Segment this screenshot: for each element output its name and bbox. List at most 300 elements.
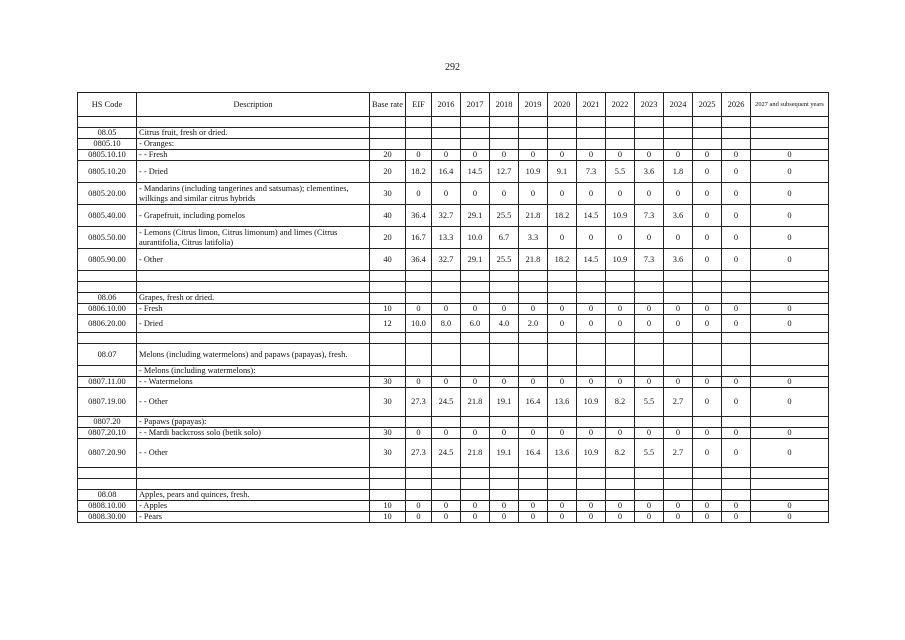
rate-cell (577, 293, 606, 304)
rate-cell (751, 333, 829, 344)
rate-cell (406, 139, 432, 150)
hs-code-cell: 0806.20.00 (78, 315, 137, 333)
rate-cell: 0 (664, 428, 693, 439)
description-cell: - Lemons (Citrus limon, Citrus limonum) and limes (Citrus aurantifolia, Citrus latifolia) (137, 227, 370, 249)
rate-cell: 0 (751, 388, 829, 417)
rate-cell: 0 (606, 315, 635, 333)
column-header: 2016 (432, 93, 461, 117)
rate-cell: 0 (606, 227, 635, 249)
rate-cell (577, 417, 606, 428)
rate-cell (722, 333, 751, 344)
rate-cell: 27.3 (406, 439, 432, 468)
rate-cell: 0 (722, 183, 751, 205)
rate-cell (461, 139, 490, 150)
rate-cell (577, 344, 606, 366)
rate-cell: 0 (751, 377, 829, 388)
rate-cell: 0 (490, 501, 519, 512)
rate-cell (519, 293, 548, 304)
rate-cell: 0 (606, 428, 635, 439)
rate-cell: 0 (693, 315, 722, 333)
rate-cell: 0 (635, 183, 664, 205)
column-header: 2027 and subsequent years (751, 93, 829, 117)
rate-cell (461, 468, 490, 479)
rate-cell: 0 (606, 512, 635, 523)
rate-cell: 0 (548, 512, 577, 523)
rate-cell: 2.7 (664, 388, 693, 417)
rate-cell: 0 (519, 512, 548, 523)
rate-cell: 0 (635, 428, 664, 439)
rate-cell: 0 (490, 304, 519, 315)
rate-cell: 10.9 (606, 205, 635, 227)
rate-cell: 0 (722, 205, 751, 227)
rate-cell (606, 468, 635, 479)
rate-cell (693, 490, 722, 501)
table-row (78, 512, 829, 523)
rate-cell: 0 (635, 304, 664, 315)
rate-cell: 3.6 (664, 205, 693, 227)
rate-cell (406, 366, 432, 377)
rate-cell: 0 (693, 249, 722, 271)
rate-cell (751, 293, 829, 304)
rate-cell: 7.3 (635, 205, 664, 227)
description-cell: - Fresh (137, 304, 370, 315)
rate-cell (461, 490, 490, 501)
rate-cell: 0 (635, 377, 664, 388)
rate-cell (693, 344, 722, 366)
rate-cell: 0 (548, 150, 577, 161)
rate-cell (693, 117, 722, 128)
table-row (78, 315, 829, 333)
hs-code-cell: 0805.20.00 (78, 183, 137, 205)
rate-cell: 0 (722, 388, 751, 417)
rate-cell: 0 (722, 304, 751, 315)
rate-cell: 13.6 (548, 439, 577, 468)
rate-cell (548, 333, 577, 344)
rate-cell: 0 (519, 377, 548, 388)
hs-code-cell (78, 366, 137, 377)
rate-cell (606, 490, 635, 501)
rate-cell (577, 333, 606, 344)
table-row (78, 205, 829, 227)
rate-cell: 8.2 (606, 388, 635, 417)
rate-cell (548, 468, 577, 479)
rate-cell: 0 (635, 227, 664, 249)
rate-cell (635, 128, 664, 139)
base-rate-cell: 10 (370, 304, 406, 315)
rate-cell (751, 128, 829, 139)
rate-cell: 0 (577, 428, 606, 439)
hs-code-cell: 0805.90.00 (78, 249, 137, 271)
base-rate-cell: 12 (370, 315, 406, 333)
hs-code-cell (78, 117, 137, 128)
rate-cell: 8.2 (606, 439, 635, 468)
base-rate-cell: 40 (370, 205, 406, 227)
rate-cell: 0 (490, 150, 519, 161)
base-rate-cell (370, 293, 406, 304)
rate-cell (664, 139, 693, 150)
rate-cell: 0 (432, 512, 461, 523)
rate-cell (519, 282, 548, 293)
rate-cell (606, 117, 635, 128)
rate-cell: 0 (577, 227, 606, 249)
table-row (78, 249, 829, 271)
rate-cell: 0 (490, 512, 519, 523)
rate-cell (635, 333, 664, 344)
rate-cell (577, 271, 606, 282)
base-rate-cell (370, 490, 406, 501)
rate-cell: 0 (751, 161, 829, 183)
rate-cell: 0 (722, 150, 751, 161)
rate-cell (490, 128, 519, 139)
rate-cell (664, 128, 693, 139)
column-header: Description (137, 93, 370, 117)
table-row (78, 366, 829, 377)
rate-cell: 0 (432, 428, 461, 439)
rate-cell: 0 (751, 315, 829, 333)
description-cell: - - Mardi backcross solo (betik solo) (137, 428, 370, 439)
rate-cell: 1.8 (664, 161, 693, 183)
rate-cell (548, 490, 577, 501)
rate-cell (432, 344, 461, 366)
rate-cell (461, 293, 490, 304)
rate-cell: 0 (664, 150, 693, 161)
base-rate-cell: 20 (370, 150, 406, 161)
base-rate-cell (370, 344, 406, 366)
rate-cell: 0 (693, 388, 722, 417)
rate-cell (577, 366, 606, 377)
rate-cell (461, 344, 490, 366)
rate-cell (577, 490, 606, 501)
rate-cell (635, 490, 664, 501)
rate-cell: 0 (664, 512, 693, 523)
hs-code-cell (78, 479, 137, 490)
rate-cell: 0 (693, 304, 722, 315)
rate-cell: 0 (548, 501, 577, 512)
rate-cell (693, 366, 722, 377)
description-cell (137, 117, 370, 128)
rate-cell (548, 117, 577, 128)
rate-cell (548, 366, 577, 377)
rate-cell (461, 366, 490, 377)
rate-cell: 0 (519, 150, 548, 161)
rate-cell (490, 271, 519, 282)
hs-code-cell: 0807.20 (78, 417, 137, 428)
column-header: 2024 (664, 93, 693, 117)
rate-cell (432, 271, 461, 282)
rate-cell: 0 (722, 501, 751, 512)
base-rate-cell (370, 128, 406, 139)
rate-cell (722, 271, 751, 282)
rate-cell: 0 (406, 512, 432, 523)
rate-cell (577, 139, 606, 150)
rate-cell: 0 (751, 304, 829, 315)
base-rate-cell: 40 (370, 249, 406, 271)
rate-cell: 0 (406, 428, 432, 439)
description-cell: Apples, pears and quinces, fresh. (137, 490, 370, 501)
base-rate-cell: 30 (370, 377, 406, 388)
rate-cell (432, 468, 461, 479)
rate-cell (606, 366, 635, 377)
rate-cell (722, 344, 751, 366)
rate-cell (432, 479, 461, 490)
table-row (78, 271, 829, 282)
rate-cell: 3.6 (664, 249, 693, 271)
rate-cell (548, 271, 577, 282)
rate-cell: 0 (722, 377, 751, 388)
rate-cell (693, 293, 722, 304)
rate-cell: 25.5 (490, 205, 519, 227)
base-rate-cell: 30 (370, 388, 406, 417)
rate-cell (664, 333, 693, 344)
rate-cell: 0 (722, 161, 751, 183)
rate-cell: 0 (548, 304, 577, 315)
rate-cell (635, 366, 664, 377)
column-header: 2018 (490, 93, 519, 117)
rate-cell: 13.6 (548, 388, 577, 417)
rate-cell (519, 417, 548, 428)
rate-cell: 10.0 (461, 227, 490, 249)
table-row (78, 304, 829, 315)
rate-cell (490, 293, 519, 304)
base-rate-cell: 30 (370, 428, 406, 439)
rate-cell (577, 479, 606, 490)
table-row (78, 293, 829, 304)
rate-cell: 0 (693, 439, 722, 468)
rate-cell: 0 (461, 501, 490, 512)
rate-cell (751, 139, 829, 150)
rate-cell (432, 417, 461, 428)
table-row (78, 479, 829, 490)
rate-cell (577, 117, 606, 128)
description-cell: - Apples (137, 501, 370, 512)
rate-cell (577, 128, 606, 139)
rate-cell (722, 139, 751, 150)
rate-cell: 0 (693, 150, 722, 161)
column-header: 2019 (519, 93, 548, 117)
rate-cell: 10.0 (406, 315, 432, 333)
rate-cell: 29.1 (461, 205, 490, 227)
rate-cell (751, 479, 829, 490)
rate-cell: 3.6 (635, 161, 664, 183)
table-row (78, 439, 829, 468)
hs-code-cell: 0806.10.00 (78, 304, 137, 315)
rate-cell: 0 (461, 183, 490, 205)
rate-cell: 0 (577, 315, 606, 333)
column-header: 2025 (693, 93, 722, 117)
rate-cell: 10.9 (606, 249, 635, 271)
table-row (78, 128, 829, 139)
rate-cell: 10.9 (577, 388, 606, 417)
rate-cell (490, 366, 519, 377)
rate-cell: 0 (461, 512, 490, 523)
rate-cell: 29.1 (461, 249, 490, 271)
rate-cell (693, 128, 722, 139)
rate-cell: 5.5 (635, 388, 664, 417)
base-rate-cell (370, 366, 406, 377)
rate-cell: 0 (519, 428, 548, 439)
rate-cell (461, 333, 490, 344)
rate-cell (519, 344, 548, 366)
rate-cell: 0 (519, 183, 548, 205)
rate-cell (406, 333, 432, 344)
rate-cell (664, 490, 693, 501)
rate-cell: 0 (577, 183, 606, 205)
rate-cell: 19.1 (490, 388, 519, 417)
rate-cell: 0 (577, 377, 606, 388)
rate-cell: 0 (664, 315, 693, 333)
description-cell: - - Watermelons (137, 377, 370, 388)
base-rate-cell: 30 (370, 439, 406, 468)
base-rate-cell (370, 417, 406, 428)
rate-cell: 0 (577, 501, 606, 512)
rate-cell: 9.1 (548, 161, 577, 183)
rate-cell (722, 490, 751, 501)
base-rate-cell: 10 (370, 512, 406, 523)
rate-cell: 0 (693, 183, 722, 205)
rate-cell: 32.7 (432, 249, 461, 271)
rate-cell: 0 (490, 183, 519, 205)
rate-cell (751, 366, 829, 377)
rate-cell (751, 271, 829, 282)
rate-cell: 5.5 (606, 161, 635, 183)
rate-cell (693, 333, 722, 344)
rate-cell (606, 417, 635, 428)
table-row (78, 388, 829, 417)
rate-cell (664, 293, 693, 304)
page-number: 292 (445, 62, 460, 73)
rate-cell (693, 271, 722, 282)
hs-code-cell (78, 282, 137, 293)
rate-cell (432, 139, 461, 150)
table-header-row (78, 93, 829, 117)
rate-cell (406, 282, 432, 293)
rate-cell (722, 468, 751, 479)
rate-cell (577, 282, 606, 293)
rate-cell (722, 417, 751, 428)
column-header: 2020 (548, 93, 577, 117)
rate-cell (635, 344, 664, 366)
rate-cell (519, 333, 548, 344)
table-row (78, 139, 829, 150)
hs-code-cell: 0807.11.00 (78, 377, 137, 388)
hs-code-cell (78, 333, 137, 344)
rate-cell: 0 (577, 304, 606, 315)
base-rate-cell (370, 333, 406, 344)
rate-cell (406, 490, 432, 501)
rate-cell: 0 (432, 377, 461, 388)
rate-cell: 14.5 (577, 205, 606, 227)
column-header: 2017 (461, 93, 490, 117)
rate-cell (664, 117, 693, 128)
rate-cell: 0 (664, 304, 693, 315)
rate-cell (693, 139, 722, 150)
rate-cell (548, 344, 577, 366)
rate-cell (722, 117, 751, 128)
rate-cell: 0 (432, 501, 461, 512)
rate-cell (519, 128, 548, 139)
rate-cell (490, 490, 519, 501)
rate-cell: 0 (577, 150, 606, 161)
base-rate-cell: 20 (370, 161, 406, 183)
rate-cell: 0 (693, 161, 722, 183)
rate-cell (548, 139, 577, 150)
description-cell (137, 333, 370, 344)
rate-cell (635, 117, 664, 128)
rate-cell: 25.5 (490, 249, 519, 271)
rate-cell (751, 468, 829, 479)
rate-cell (406, 128, 432, 139)
rate-cell (432, 490, 461, 501)
rate-cell: 18.2 (548, 249, 577, 271)
rate-cell: 27.3 (406, 388, 432, 417)
rate-cell (406, 293, 432, 304)
rate-cell (606, 128, 635, 139)
rate-cell: 4.0 (490, 315, 519, 333)
rate-cell: 0 (664, 501, 693, 512)
rate-cell: 2.7 (664, 439, 693, 468)
rate-cell (664, 366, 693, 377)
base-rate-cell (370, 139, 406, 150)
base-rate-cell (370, 117, 406, 128)
rate-cell (635, 468, 664, 479)
description-cell: - Grapefruit, including pomelos (137, 205, 370, 227)
rate-cell (693, 479, 722, 490)
rate-cell (490, 468, 519, 479)
rate-cell: 0 (751, 249, 829, 271)
description-cell: - Other (137, 249, 370, 271)
rate-cell: 0 (490, 377, 519, 388)
rate-cell (722, 282, 751, 293)
rate-cell (432, 128, 461, 139)
rate-cell: 0 (751, 439, 829, 468)
rate-cell (490, 139, 519, 150)
column-header: HS Code (78, 93, 137, 117)
rate-cell (461, 128, 490, 139)
rate-cell (751, 417, 829, 428)
column-header: 2026 (722, 93, 751, 117)
rate-cell (519, 468, 548, 479)
rate-cell: 21.8 (519, 205, 548, 227)
rate-cell: 0 (664, 377, 693, 388)
rate-cell: 24.5 (432, 388, 461, 417)
table-row (78, 161, 829, 183)
table-row (78, 183, 829, 205)
rate-cell: 6.0 (461, 315, 490, 333)
base-rate-cell: 30 (370, 183, 406, 205)
rate-cell: 0 (406, 377, 432, 388)
rate-cell: 0 (461, 428, 490, 439)
rate-cell: 0 (722, 227, 751, 249)
description-cell: - - Dried (137, 161, 370, 183)
hs-code-cell: 08.06 (78, 293, 137, 304)
rate-cell (577, 468, 606, 479)
hs-code-cell: 08.05 (78, 128, 137, 139)
rate-cell (722, 293, 751, 304)
rate-cell: 0 (432, 183, 461, 205)
base-rate-cell (370, 479, 406, 490)
rate-cell: 0 (406, 304, 432, 315)
rate-cell: 8.0 (432, 315, 461, 333)
rate-cell: 21.8 (461, 388, 490, 417)
rate-cell: 19.1 (490, 439, 519, 468)
rate-cell: 0 (664, 227, 693, 249)
rate-cell: 0 (606, 150, 635, 161)
rate-cell (548, 282, 577, 293)
rate-cell (664, 271, 693, 282)
rate-cell (751, 117, 829, 128)
hs-code-cell: 08.08 (78, 490, 137, 501)
table-body (78, 117, 829, 523)
